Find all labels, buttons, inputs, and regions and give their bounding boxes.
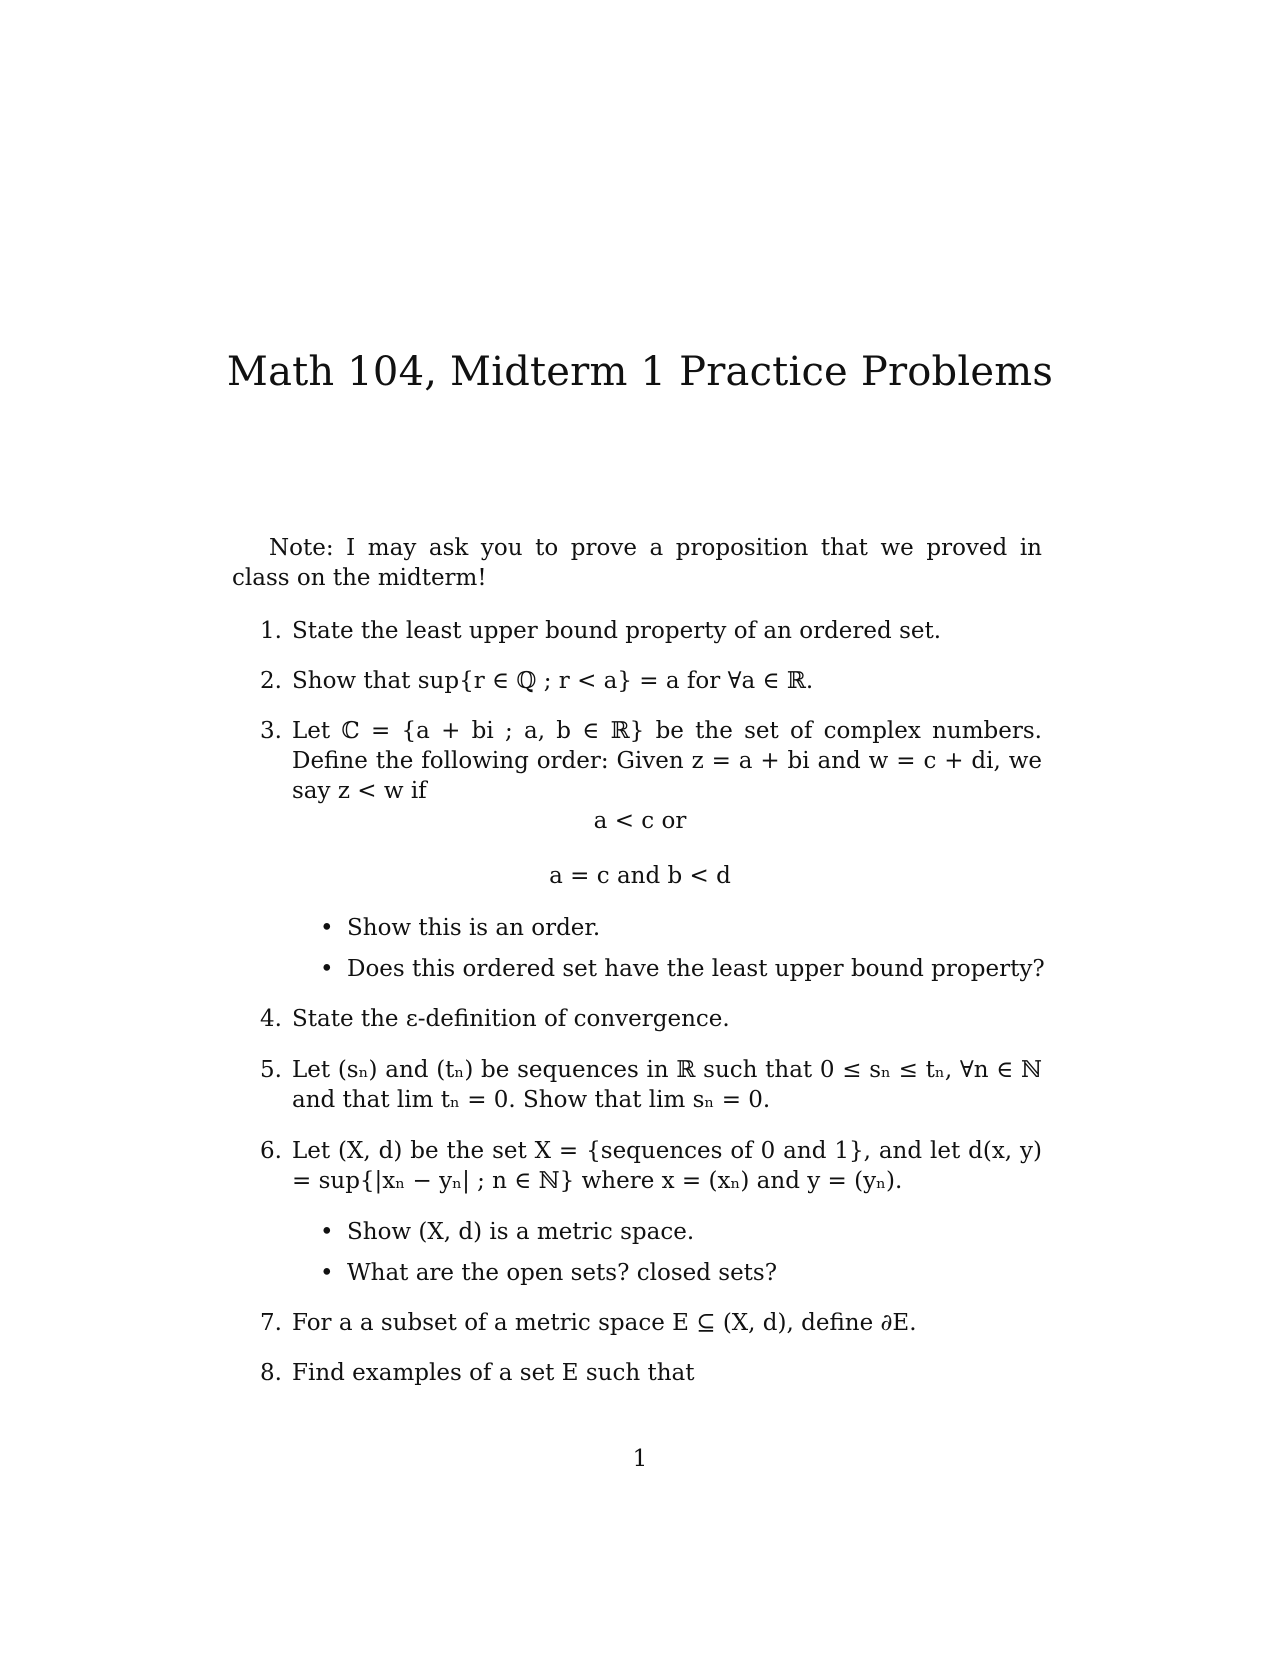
problem-item xyxy=(260,1358,1042,1388)
note-paragraph: Note: I may ask you to prove a proposition that we proved in class on the midterm! xyxy=(232,535,1042,591)
bullet-text: Show this is an order. xyxy=(347,915,601,941)
problem-text: State the least upper bound property of an ordered set. xyxy=(292,618,942,644)
order-condition: a < c or xyxy=(593,808,687,834)
document-title: Math 104, Midterm 1 Practice Problems xyxy=(226,349,1054,395)
problem-number: 3. xyxy=(260,718,282,744)
bullet-text: What are the open sets? closed sets? xyxy=(347,1260,778,1286)
bullet-item xyxy=(320,954,1045,984)
problem-item xyxy=(260,666,1042,696)
bullet-marker: • xyxy=(320,1260,334,1286)
bullet-item xyxy=(320,1217,694,1247)
problem-item xyxy=(260,1055,1042,1115)
problem-item xyxy=(260,1004,1042,1034)
problem-item xyxy=(260,1308,1042,1338)
problem-text: For a a subset of a metric space E ⊆ (X, d), define ∂E. xyxy=(292,1310,917,1336)
problem-number: 4. xyxy=(260,1006,282,1032)
problem-text: Let (sₙ) and (tₙ) be sequences in ℝ such that 0 ≤ sₙ ≤ tₙ, ∀n ∈ ℕ and that lim tₙ = 0. Show that lim sₙ = 0. xyxy=(292,1057,1042,1113)
problem-number: 1. xyxy=(260,618,282,644)
problem-item xyxy=(260,1136,1042,1196)
problem-number: 5. xyxy=(260,1057,282,1083)
problem-text: State the ε-definition of convergence. xyxy=(292,1006,730,1032)
problem-number: 7. xyxy=(260,1310,282,1336)
problem-item xyxy=(260,716,1042,806)
problem-text: Let (X, d) be the set X = {sequences of 0 and 1}, and let d(x, y) = sup{|xₙ − yₙ| ; n ∈ ℕ} where x = (xₙ) and y = (yₙ). xyxy=(292,1138,1042,1194)
problem-item xyxy=(260,616,1042,646)
problem-number: 2. xyxy=(260,668,282,694)
problem-text: Let ℂ = {a + bi ; a, b ∈ ℝ} be the set of complex numbers. Define the following order: Given z = a + bi and w = c + di, we say z < w if xyxy=(292,718,1042,804)
page-number: 1 xyxy=(632,1446,648,1472)
problem-number: 8. xyxy=(260,1360,282,1386)
problem-text: Find examples of a set E such that xyxy=(292,1360,695,1386)
bullet-item xyxy=(320,1258,777,1288)
problem-text: Show that sup{r ∈ ℚ ; r < a} = a for ∀a ∈ ℝ. xyxy=(292,668,814,694)
bullet-item xyxy=(320,913,600,943)
bullet-marker: • xyxy=(320,1219,334,1245)
bullet-text: Does this ordered set have the least upper bound property? xyxy=(347,956,1045,982)
bullet-marker: • xyxy=(320,915,334,941)
problem-number: 6. xyxy=(260,1138,282,1164)
bullet-marker: • xyxy=(320,956,334,982)
bullet-text: Show (X, d) is a metric space. xyxy=(347,1219,695,1245)
order-condition: a = c and b < d xyxy=(549,863,731,889)
